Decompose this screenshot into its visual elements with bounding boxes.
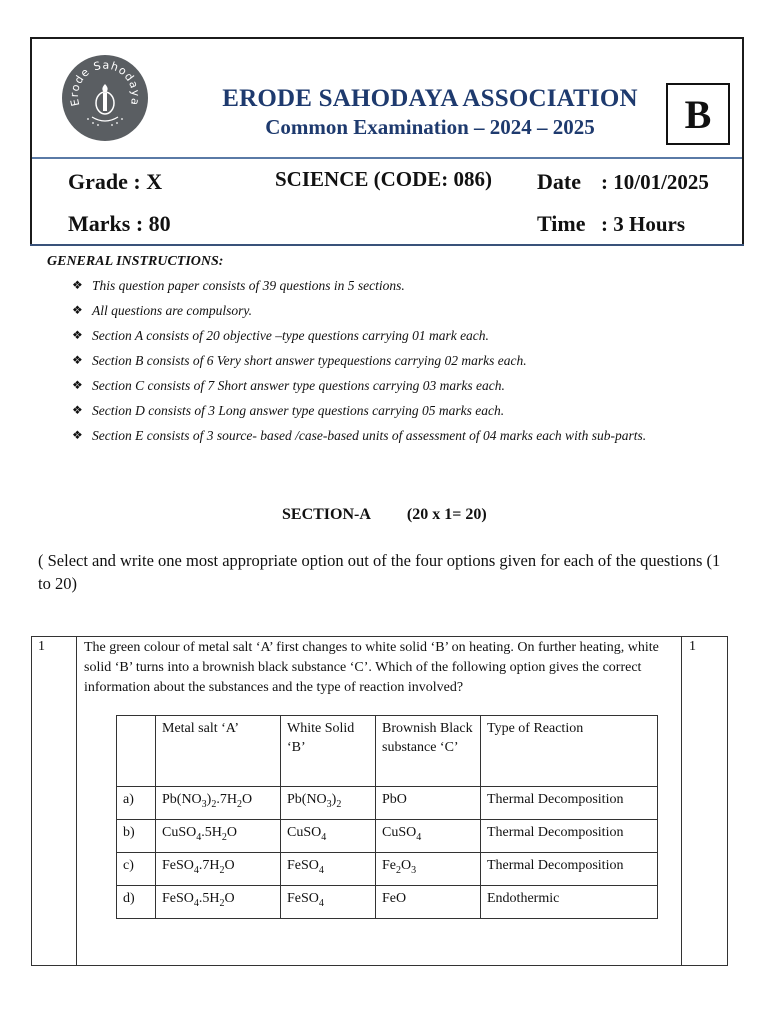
instruction-item: ❖ Section B consists of 6 Very short answer typequestions carrying 02 marks each. bbox=[72, 353, 527, 368]
option-label: d) bbox=[117, 886, 156, 919]
diamond-bullet-icon: ❖ bbox=[72, 403, 83, 417]
brownish-black-cell: PbO bbox=[376, 787, 481, 820]
metal-salt-cell: $FeSO_4.7H_2O$ bbox=[156, 853, 281, 886]
reaction-type-cell: Thermal Decomposition bbox=[481, 787, 658, 820]
question-number: 1 bbox=[38, 639, 45, 654]
brownish-black-cell: $Fe_2O_3$ bbox=[376, 853, 481, 886]
instruction-item: ❖ All questions are compulsory. bbox=[72, 303, 252, 318]
exam-header bbox=[30, 37, 744, 244]
logo-emblem-icon bbox=[62, 55, 148, 141]
instructions-list bbox=[72, 276, 726, 451]
instruction-item: ❖ This question paper consists of 39 questions in 5 sections. bbox=[72, 278, 405, 293]
date-label: Date bbox=[537, 169, 581, 194]
question-marks-divider bbox=[681, 637, 682, 965]
question-set-badge: B bbox=[666, 83, 730, 145]
header-reaction-type: Type of Reaction bbox=[481, 716, 658, 787]
association-logo bbox=[62, 55, 148, 141]
options-table-header bbox=[117, 716, 658, 787]
options-table bbox=[116, 715, 658, 919]
section-a-marks: (20 x 1= 20) bbox=[406, 506, 487, 523]
organization-name: ERODE SAHODAYA ASSOCIATION bbox=[222, 85, 638, 112]
question-number-divider bbox=[76, 637, 77, 965]
white-solid-cell: CuSO$_4$ bbox=[281, 820, 376, 853]
exam-duration bbox=[537, 211, 685, 237]
instruction-item: ❖ Section E consists of 3 source- based /case-based units of assessment of 04 marks each with sub-parts. bbox=[72, 428, 647, 443]
white-solid-cell: FeSO$_4$ bbox=[281, 853, 376, 886]
time-label: Time bbox=[537, 211, 586, 236]
diamond-bullet-icon: ❖ bbox=[72, 303, 83, 317]
logo-text: Erode Sahodaya bbox=[67, 58, 143, 108]
section-a-title: SECTION-A bbox=[282, 506, 371, 523]
option-label: b) bbox=[117, 820, 156, 853]
instruction-item: ❖ Section C consists of 7 Short answer type questions carrying 03 marks each. bbox=[72, 378, 505, 393]
white-solid-cell: $Pb(NO_3)_2$ bbox=[281, 787, 376, 820]
diamond-bullet-icon: ❖ bbox=[72, 353, 83, 367]
metal-salt-cell: $FeSO_4.5H_2O$ bbox=[156, 886, 281, 919]
date-value: : 10/01/2025 bbox=[601, 170, 709, 194]
diamond-bullet-icon: ❖ bbox=[72, 428, 83, 442]
subject-label: SCIENCE (CODE: 086) bbox=[275, 167, 493, 191]
table-row bbox=[117, 853, 658, 886]
question-text: The green colour of metal salt ‘A’ first changes to white solid ‘B’ on heating. On further heating, white solid ‘B’ turns into a brownish black substance ‘C’. Which of the following option gives the correct information about the substances and the type of reaction involved? bbox=[84, 640, 659, 695]
header-brownish-black: Brownish Black substance ‘C’ bbox=[376, 716, 481, 787]
option-label: c) bbox=[117, 853, 156, 886]
instructions-title: GENERAL INSTRUCTIONS: bbox=[47, 254, 224, 269]
table-row bbox=[117, 886, 658, 919]
reaction-type-cell: Thermal Decomposition bbox=[481, 853, 658, 886]
header-metal-salt: Metal salt ‘A’ bbox=[156, 716, 281, 787]
table-row bbox=[117, 787, 658, 820]
reaction-type-cell: Endothermic bbox=[481, 886, 658, 919]
option-label: a) bbox=[117, 787, 156, 820]
header-bottom-rule bbox=[30, 244, 744, 246]
header-option bbox=[117, 716, 156, 787]
diamond-bullet-icon: ❖ bbox=[72, 378, 83, 392]
brownish-black-cell: CuSO$_4$ bbox=[376, 820, 481, 853]
marks-label: Marks : 80 bbox=[68, 211, 171, 236]
exam-date bbox=[537, 169, 709, 195]
metal-salt-cell: $CuSO_4.5H_2O$ bbox=[156, 820, 281, 853]
header-white-solid: White Solid ‘B’ bbox=[281, 716, 376, 787]
instruction-item: ❖ Section D consists of 3 Long answer type questions carrying 05 marks each. bbox=[72, 403, 505, 418]
white-solid-cell: FeSO$_4$ bbox=[281, 886, 376, 919]
table-row bbox=[117, 820, 658, 853]
section-a-instruction: ( Select and write one most appropriate option out of the four options given for each of the questions (1 to 20) bbox=[38, 551, 721, 593]
exam-title: Common Examination – 2024 – 2025 bbox=[265, 115, 595, 139]
instruction-item: ❖ Section A consists of 20 objective –type questions carrying 01 mark each. bbox=[72, 328, 489, 343]
question-marks: 1 bbox=[689, 639, 696, 654]
time-value: : 3 Hours bbox=[601, 212, 685, 236]
reaction-type-cell: Thermal Decomposition bbox=[481, 820, 658, 853]
header-divider bbox=[32, 157, 742, 159]
diamond-bullet-icon: ❖ bbox=[72, 328, 83, 342]
question-1-block bbox=[31, 636, 728, 966]
metal-salt-cell: $Pb(NO_3)_2.7H_2O$ bbox=[156, 787, 281, 820]
diamond-bullet-icon: ❖ bbox=[72, 278, 83, 292]
grade-label: Grade : X bbox=[68, 169, 163, 194]
brownish-black-cell: FeO bbox=[376, 886, 481, 919]
section-a-heading bbox=[282, 506, 487, 524]
